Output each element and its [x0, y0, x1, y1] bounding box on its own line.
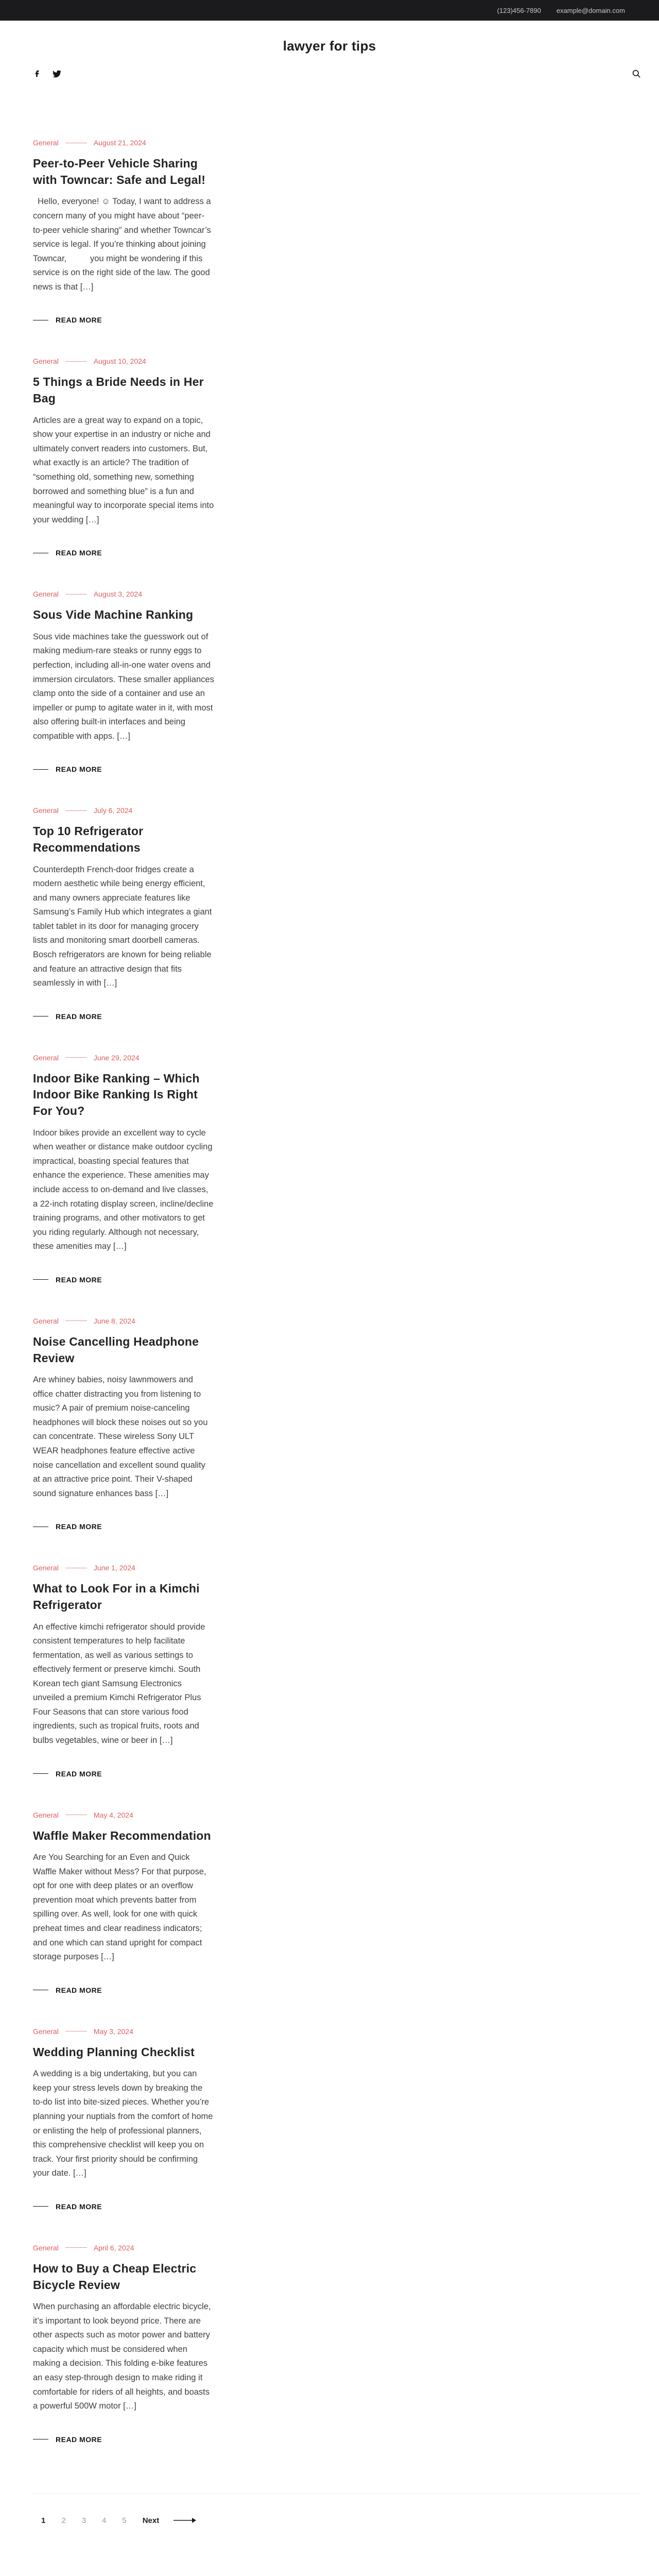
post-category-link[interactable]: General — [33, 139, 59, 147]
post-date-link[interactable]: July 6, 2024 — [93, 806, 133, 815]
read-more-link[interactable] — [33, 1522, 214, 1531]
post-title[interactable]: Peer-to-Peer Vehicle Sharing with Towncar: Safe and Legal! — [33, 157, 206, 187]
post-title[interactable]: 5 Things a Bride Needs in Her Bag — [33, 375, 204, 405]
post-card — [33, 590, 217, 774]
post-category-link[interactable]: General — [33, 357, 59, 366]
read-more-link[interactable] — [33, 316, 214, 324]
post-title[interactable]: Sous Vide Machine Ranking — [33, 608, 194, 622]
social-icons — [33, 70, 61, 78]
meta-separator — [65, 1320, 87, 1321]
post-date-link[interactable]: May 4, 2024 — [93, 1810, 133, 1819]
post-title[interactable]: Indoor Bike Ranking – Which Indoor Bike Ranking Is Right For You? — [33, 1071, 200, 1118]
read-more-label: READ MORE — [56, 549, 102, 557]
post-excerpt: Articles are a great way to expand on a topic, show your expertise in an industry or niche and ultimately convert readers into customers. But, what exactly is an article? The tradition of “something old, something new, something borrowed and something blue” is a fun and meaningful way to incorporate special items into your wedding […] — [33, 415, 216, 524]
read-more-label: READ MORE — [56, 2435, 102, 2444]
read-more-dash — [33, 1279, 48, 1280]
read-more-link[interactable] — [33, 1012, 214, 1021]
search-icon[interactable] — [631, 69, 641, 79]
post-category-link[interactable]: General — [33, 1053, 59, 1062]
post-meta — [33, 1811, 214, 1819]
pagination — [33, 2493, 640, 2525]
site-header — [0, 21, 659, 57]
post-excerpt: A wedding is a big undertaking, but you can keep your stress levels down by breaking the to-do list into bite-sized pieces. Whether you’re planning your nuptials from the comfort of home or enlisting the help of professional planners, this comprehensive checklist will keep you on track. Your first priority should be confirming your date. […] — [33, 2069, 216, 2178]
facebook-icon[interactable] — [33, 70, 41, 78]
post-title[interactable]: Noise Cancelling Headphone Review — [33, 1334, 199, 1365]
post-card — [33, 1054, 214, 1284]
read-more-link[interactable] — [33, 765, 214, 773]
post-title[interactable]: Wedding Planning Checklist — [33, 2045, 195, 2059]
read-more-link[interactable] — [33, 2202, 214, 2211]
site-title[interactable]: lawyer for tips — [283, 38, 376, 54]
post-card — [33, 2027, 214, 2211]
read-more-link[interactable] — [33, 1770, 214, 1778]
page-number-1-current: 1 — [41, 2516, 46, 2525]
post-card — [33, 1564, 214, 1777]
topbar — [0, 0, 659, 21]
read-more-dash — [33, 2206, 48, 2207]
post-excerpt: Sous vide machines take the guesswork out of making medium-rare steaks or runny eggs to perfection, including all-in-one water ovens and immersion circulators. These smaller appliances clamp onto the side of a container and use an impeller or pump to agitate water in it, with most also offering built-in interfaces and being compatible with apps. […] — [33, 632, 217, 741]
post-excerpt: When purchasing an affordable electric bicycle, it’s important to look beyond price. There are other aspects such as motor power and battery capacity which must be considered when making a decision. This folding e-bike features an easy step-through design to make riding it comfortable for riders of all heights, and boasts a powerful 500W motor […] — [33, 2302, 214, 2411]
topbar-email[interactable]: example@domain.com — [556, 6, 625, 14]
next-page-link[interactable] — [143, 2516, 198, 2525]
page-number-2[interactable]: 2 — [61, 2516, 66, 2525]
post-card — [33, 2244, 214, 2444]
post-meta — [33, 2027, 214, 2036]
post-title[interactable]: Waffle Maker Recommendation — [33, 1828, 211, 1842]
post-meta — [33, 357, 214, 365]
post-card — [33, 139, 214, 324]
post-category-link[interactable]: General — [33, 1810, 59, 1819]
post-card — [33, 1317, 214, 1531]
post-category-link[interactable]: General — [33, 806, 59, 815]
topbar-phone[interactable]: (123)456-7890 — [497, 6, 541, 14]
post-excerpt: Are You Searching for an Even and Quick Waffle Maker without Mess? For that purpose, opt for one with deep plates or an overflow prevention moat which prevents batter from spilling over. As well, look for one with quick preheat times and clear readiness indicators; and one which can stand upright for compact storage purposes […] — [33, 1853, 209, 1962]
post-category-link[interactable]: General — [33, 1316, 59, 1325]
read-more-label: READ MORE — [56, 765, 102, 774]
read-more-label: READ MORE — [56, 2202, 102, 2211]
next-page-label: Next — [142, 2516, 160, 2525]
post-card — [33, 806, 214, 1020]
post-card — [33, 1811, 214, 1994]
read-more-label: READ MORE — [56, 1986, 102, 1994]
read-more-label: READ MORE — [56, 316, 102, 325]
read-more-link[interactable] — [33, 549, 214, 557]
post-category-link[interactable]: General — [33, 2243, 59, 2252]
post-meta — [33, 1054, 214, 1062]
post-meta — [33, 806, 214, 815]
post-date-link[interactable]: June 29, 2024 — [93, 1053, 140, 1062]
read-more-link[interactable] — [33, 1276, 214, 1284]
page-number-4[interactable]: 4 — [102, 2516, 107, 2525]
post-category-link[interactable]: General — [33, 1564, 59, 1572]
twitter-icon[interactable] — [53, 70, 61, 78]
post-category-link[interactable]: General — [33, 2027, 59, 2036]
posts-list — [0, 91, 659, 2444]
read-more-dash — [33, 769, 48, 770]
read-more-link[interactable] — [33, 2435, 214, 2444]
post-date-link[interactable]: June 8, 2024 — [93, 1316, 135, 1325]
post-date-link[interactable]: April 6, 2024 — [93, 2243, 134, 2252]
post-excerpt: Indoor bikes provide an excellent way to cycle when weather or distance make outdoor cycling impractical, boasting special features that enhance the experience. These amenities may include access to on-demand and live classes, a 22-inch rotating display screen, incline/decline training programs, and other motivators to get you riding regularly. Although not necessary, these amenities may […] — [33, 1128, 216, 1251]
meta-separator — [65, 361, 87, 362]
post-date-link[interactable]: May 3, 2024 — [93, 2027, 133, 2036]
post-meta — [33, 2244, 214, 2252]
post-meta — [33, 139, 214, 147]
read-more-label: READ MORE — [56, 1012, 102, 1021]
post-date-link[interactable]: August 10, 2024 — [93, 357, 146, 366]
read-more-label: READ MORE — [56, 1769, 102, 1778]
post-title[interactable]: Top 10 Refrigerator Recommendations — [33, 824, 144, 854]
post-title[interactable]: What to Look For in a Kimchi Refrigerator — [33, 1582, 200, 1612]
read-more-link[interactable] — [33, 1986, 214, 1994]
main-nav — [0, 57, 659, 91]
post-date-link[interactable]: August 21, 2024 — [93, 139, 146, 147]
post-meta — [33, 590, 214, 598]
post-excerpt: Are whiney babies, noisy lawnmowers and office chatter distracting you from listening to music? A pair of premium noise-canceling headphones will block these noises out so you can concentrate. These wireless Sony ULT WEAR headphones feature effective active noise cancellation and excellent sound quality at an attractive price point. Their V-shaped sound signature enhances bass […] — [33, 1375, 210, 1498]
read-more-label: READ MORE — [56, 1275, 102, 1284]
post-meta — [33, 1317, 214, 1325]
meta-separator — [65, 2247, 87, 2248]
post-excerpt: An effective kimchi refrigerator should provide consistent temperatures to help facilitate fermentation, as well as various settings to effectively ferment or preserve kimchi. South Korean tech giant Samsung Electronics unveiled a premium Kimchi Refrigerator Plus Four Seasons that can store various food ingredients, such as tropical fruits, roots and bulbs vegetables, wine or beer in […] — [33, 1622, 208, 1745]
next-arrow-icon — [174, 2517, 197, 2523]
post-category-link[interactable]: General — [33, 590, 59, 599]
post-card — [33, 357, 214, 557]
post-excerpt: Counterdepth French-door fridges create a modern aesthetic while being energy efficient, and many owners appreciate features like Samsung’s Family Hub which integrates a giant tablet tablet in its door for managing grocery lists and monitoring smart doorbell cameras. Bosch refrigerators are known for being reliable and feature an attractive design that fits seamlessly in with […] — [33, 865, 214, 988]
page-number-5[interactable]: 5 — [122, 2516, 127, 2525]
post-title[interactable]: How to Buy a Cheap Electric Bicycle Review — [33, 2261, 197, 2292]
meta-separator — [65, 594, 87, 595]
meta-separator — [65, 1057, 87, 1058]
read-more-dash — [33, 1773, 48, 1774]
post-date-link[interactable]: August 3, 2024 — [93, 590, 142, 599]
post-date-link[interactable]: June 1, 2024 — [93, 1564, 135, 1572]
post-excerpt: Hello, everyone! ☺ Today, I want to address a concern many of you might have about “peer-to-peer vehicle sharing” and whether Towncar’s service is legal. If you’re thinking about joining Towncar, you might be wondering if this service is on the right side of the law. The good news is that […] — [33, 197, 214, 292]
meta-separator — [65, 810, 87, 811]
read-more-label: READ MORE — [56, 1522, 102, 1531]
post-meta — [33, 1564, 214, 1572]
page-number-3[interactable]: 3 — [81, 2516, 86, 2525]
